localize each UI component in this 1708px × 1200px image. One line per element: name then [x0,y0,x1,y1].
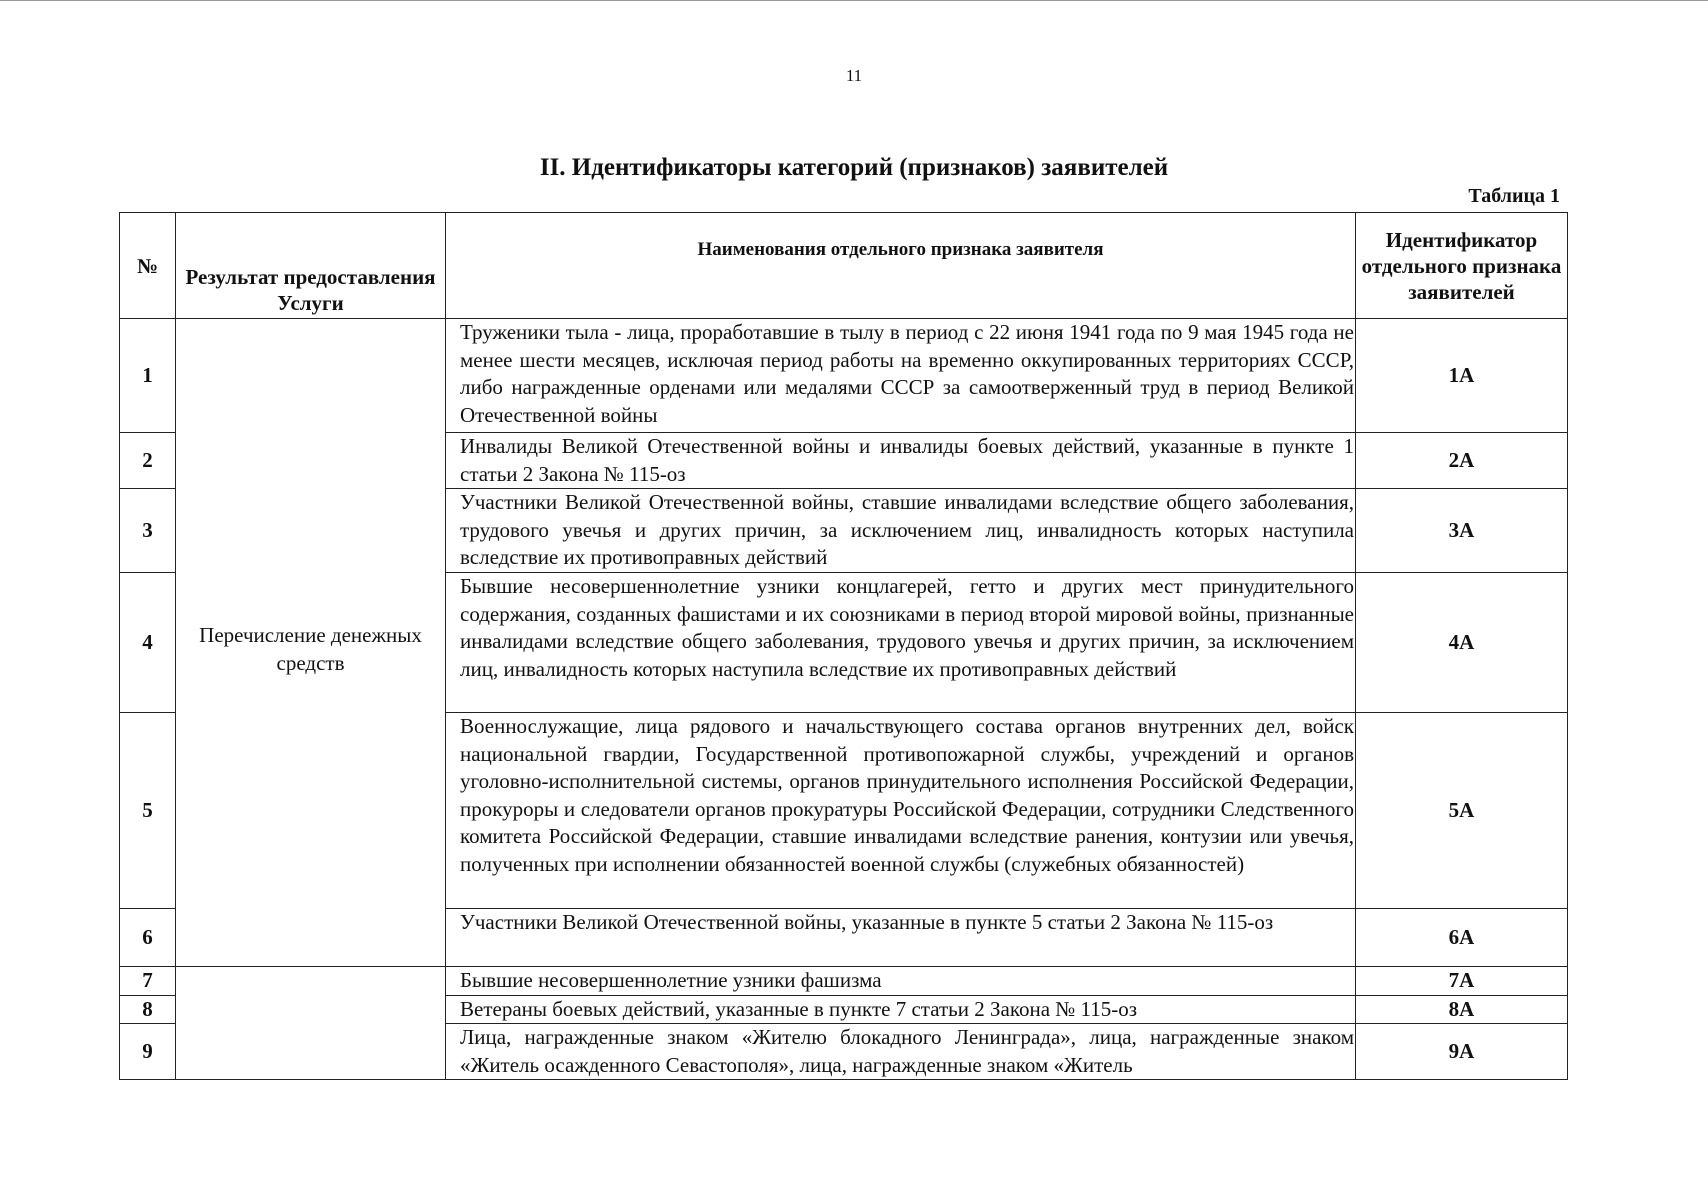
row-description: Участники Великой Отечественной войны, ставшие инвалидами вследствие общего заболевания, трудового увечья и других причин, за исключением лиц, инвалидность которых наступила вследствие их противоправных действий [446,489,1356,573]
row-description: Бывшие несовершеннолетние узники концлагерей, гетто и других мест принудительного содержания, созданных фашистами и их союзниками в период второй мировой войны, признанные инвалидами вследствие общего заболевания, трудового увечья и других причин, за исключением лиц, инвалидность которых наступила вследствие их противоправных действий [446,573,1356,713]
row-number: 2 [120,433,176,489]
row-number: 5 [120,713,176,909]
row-number: 1 [120,319,176,433]
page-top-edge [0,0,1708,1]
row-number: 8 [120,995,176,1024]
header-num: № [120,213,176,319]
row-identifier: 9А [1356,1024,1568,1080]
row-identifier: 4А [1356,573,1568,713]
row-identifier: 2А [1356,433,1568,489]
row-description: Инвалиды Великой Отечественной войны и инвалиды боевых действий, указанные в пункте 1 статьи 2 Закона № 115-оз [446,433,1356,489]
identifiers-table [119,212,1568,1080]
row-description: Бывшие несовершеннолетние узники фашизма [446,967,1356,996]
row-number: 4 [120,573,176,713]
table-row [120,319,1568,433]
row-description: Военнослужащие, лица рядового и начальствующего состава органов внутренних дел, войск национальной гвардии, Государственной противопожарной службы, учреждений и органов уголовно-исполнительной системы, органов принудительного исполнения Российской Федерации, прокуроры и следователи органов прокуратуры Российской Федерации, сотрудники Следственного комитета Российской Федерации, ставшие инвалидами вследствие ранения, контузии или увечья, полученных при исполнении обязанностей военной службы (служебных обязанностей) [446,713,1356,909]
row-identifier: 8А [1356,995,1568,1024]
row-identifier: 1А [1356,319,1568,433]
identifiers-table-container [119,212,1567,1080]
header-result: Результат предоставления Услуги [176,213,446,319]
header-description: Наименования отдельного признака заявителя [446,213,1356,319]
result-value: Перечисление денежных средств [199,622,422,675]
row-identifier: 5А [1356,713,1568,909]
row-identifier: 3А [1356,489,1568,573]
row-description: Участники Великой Отечественной войны, указанные в пункте 5 статьи 2 Закона № 115-оз [446,909,1356,967]
table-row [120,967,1568,996]
page-number: 11 [845,66,863,85]
row-description: Лица, награжденные знаком «Жителю блокадного Ленинграда», лица, награжденные знаком «Житель осажденного Севастополя», лица, награжденные знаком «Житель [446,1024,1356,1080]
row-number: 3 [120,489,176,573]
row-number: 9 [120,1024,176,1080]
row-description: Труженики тыла - лица, проработавшие в тылу в период с 22 июня 1941 года по 9 мая 1945 года не менее шести месяцев, исключая период работы на временно оккупированных территориях СССР, либо награжденные орденами или медалями СССР за самоотверженный труд в период Великой Отечественной войны [446,319,1356,433]
row-description: Ветераны боевых действий, указанные в пункте 7 статьи 2 Закона № 115-оз [446,995,1356,1024]
table-caption: Таблица 1 [1468,185,1560,207]
row-number: 6 [120,909,176,967]
result-cell-continued [176,967,446,1080]
header-identifier: Идентификатор отдельного признака заявителей [1356,213,1568,319]
row-number: 7 [120,967,176,996]
table-header-row [120,213,1568,319]
result-cell [176,319,446,967]
row-identifier: 6А [1356,909,1568,967]
section-title: II. Идентификаторы категорий (признаков) заявителей [539,154,1169,181]
row-identifier: 7А [1356,967,1568,996]
